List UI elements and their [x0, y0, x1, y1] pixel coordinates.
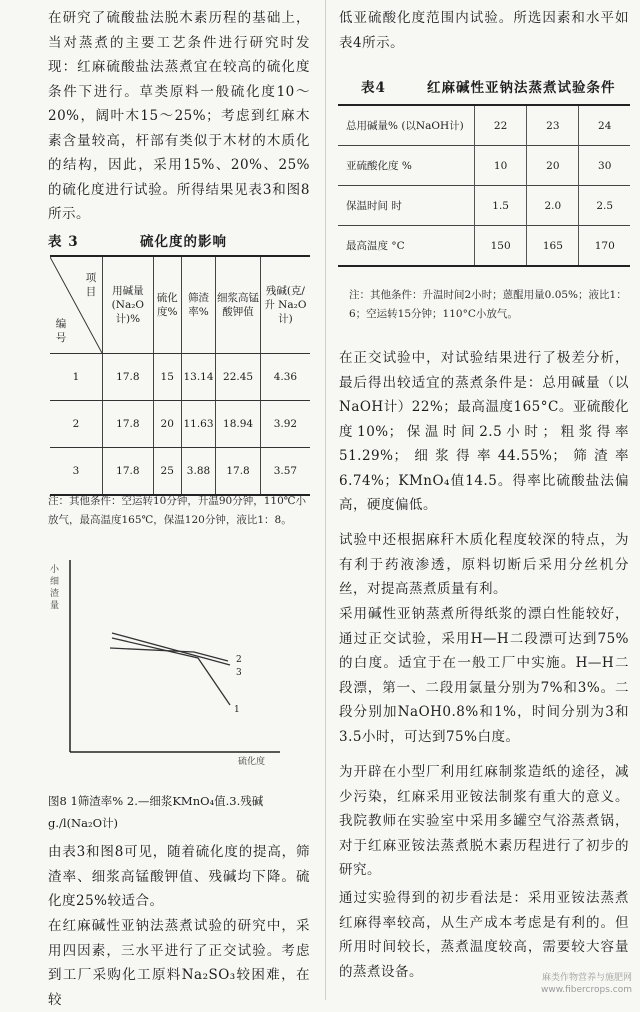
- cell: 10: [475, 146, 527, 186]
- table-row: [338, 146, 630, 186]
- cell: 11.63: [181, 401, 216, 448]
- cell: 3.88: [181, 448, 216, 496]
- cell: 17.8: [216, 448, 261, 496]
- cell: 4.36: [260, 354, 310, 401]
- figure8-x-label: 硫化度: [238, 757, 266, 767]
- cell: 22.45: [216, 354, 261, 401]
- cell: 15: [153, 354, 181, 401]
- cell: 20: [527, 146, 579, 186]
- watermark-line1: 麻类作物营养与施肥网: [541, 973, 632, 983]
- table3-header-alkali: 用碱量(Na₂O计)%: [103, 256, 154, 354]
- figure8-y-label: 小细渣量: [50, 565, 60, 611]
- cell: 22: [475, 105, 527, 146]
- line-label-2: 2: [236, 655, 242, 665]
- table-row: [50, 401, 310, 448]
- table4-title: 红麻碱性亚钠法蒸煮试验条件: [427, 80, 616, 96]
- cell: 3.57: [260, 448, 310, 496]
- table3-header-row: [50, 256, 310, 354]
- table3-corner-cell: [50, 256, 103, 354]
- table3-number: 表 3: [48, 234, 79, 250]
- column-divider: [325, 0, 326, 1000]
- row-number: 3: [50, 448, 103, 496]
- cell: 20: [153, 401, 181, 448]
- cell: 150: [475, 226, 527, 267]
- cell: 165: [527, 226, 579, 267]
- paragraph-ammonium-sulfite: 为开辟在小型厂利用红麻制浆造纸的途径，减少污染，红麻采用亚铵法制浆有重大的意义。我院教师在实验室中采用多罐空气浴蒸煮锅，对于红麻亚铵法蒸煮脱木素历程进行了初步的研究。: [339, 764, 629, 878]
- table3-header-screenings: 筛渣率%: [181, 256, 216, 354]
- cell: 17.8: [103, 448, 154, 496]
- table3-title: 硫化度的影响: [140, 234, 227, 250]
- table3-header-kmno4: 细浆高锰酸钾值: [216, 256, 261, 354]
- cell: 1.5: [475, 186, 527, 226]
- series-line-1: [112, 638, 230, 705]
- cell: 3.92: [260, 401, 310, 448]
- paragraph-preliminary-view: 通过实验得到的初步看法是：采用亚铵法蒸煮红麻得率较高，从生产成本考虑是有利的。但所用时间较长，蒸煮温度较高，需要较大容量的蒸煮设备。: [339, 890, 629, 980]
- cell: 23: [527, 105, 579, 146]
- watermark-line2: www.fibercrops.com: [541, 985, 632, 995]
- row-label: 亚硫酸化度 %: [338, 146, 475, 186]
- table-row: [338, 186, 630, 226]
- row-label: 保温时间 时: [338, 186, 475, 226]
- paragraph-bleaching: 采用碱性亚钠蒸煮所得纸浆的漂白性能较好，通过正交试验，采用H—H二段漂可达到75%的白度。适宜于在一般工厂中实施。H—H二段漂，第一、二段用氯量分别为7%和3%。二段分别加NaOH0.8%和1%，时间分别为3和3.5小时，可达到75%白度。: [339, 606, 629, 745]
- cell: 13.14: [181, 354, 216, 401]
- table-row: [338, 105, 630, 146]
- table4: [338, 104, 630, 267]
- cell: 17.8: [103, 354, 154, 401]
- table3: [50, 255, 310, 496]
- cell: 2.5: [579, 186, 630, 226]
- header-number-label: 编号: [55, 318, 67, 344]
- cell: 18.94: [216, 401, 261, 448]
- row-label: 最高温度 °C: [338, 226, 475, 267]
- table3-header-sulfidity: 硫化度%: [153, 256, 181, 354]
- table-row: [338, 226, 630, 267]
- table-row: [50, 354, 310, 401]
- cell: 17.8: [103, 401, 154, 448]
- row-number: 2: [50, 401, 103, 448]
- table3-note: 注：其他条件：空运转10分钟，升温90分钟，110℃小放气，最高温度165℃，保温120分钟，液比1：8。: [48, 495, 307, 526]
- watermark: [541, 972, 632, 996]
- line-label-1: 1: [234, 705, 240, 715]
- table-row: [50, 448, 310, 496]
- paragraph-conclusion: 由表3和图8可见，随着硫化度的提高，筛渣率、细浆高锰酸钾值、残碱均下降。硫化度25%较适合。: [48, 844, 310, 909]
- figure8-plot: [48, 540, 288, 790]
- table4-note: 注：其他条件：升温时间2小时；蒽醌用量0.05%；液比1：6；空运转15分钟；110°C小放气。: [349, 289, 627, 320]
- cell: 24: [579, 105, 630, 146]
- cell: 2.0: [527, 186, 579, 226]
- cell: 30: [579, 146, 630, 186]
- row-label: 总用碱量% (以NaOH计): [338, 105, 475, 146]
- figure8: [48, 540, 288, 790]
- intro-paragraph: 在研究了硫酸盐法脱木素历程的基础上，当对蒸煮的主要工艺条件进行研究时发现：红麻硫酸盐法蒸煮宜在较高的硫化度条件下进行。草类原料一般硫化度10～20%，阔叶木15～25%；考虑到红麻木素含量较高，杆部有类似于木材的木质化的结构，因此，采用15%、20%、25%的硫化度进行试验。所得结果见表3和图8所示。: [48, 10, 310, 222]
- table4-number: 表4: [361, 80, 386, 96]
- paragraph-table4-intro: 低亚硫酸化度范围内试验。所选因素和水平如表4所示。: [339, 10, 629, 51]
- paragraph-fiber-splitting: 试验中还根据麻秆木质化程度较深的特点，为有利于药液渗透，原料切断后采用分丝机分丝，对提高蒸煮质量有利。: [339, 532, 629, 597]
- line-label-3: 3: [236, 668, 242, 678]
- paragraph-orthogonal-test: 在红麻碱性亚钠法蒸煮试验的研究中，采用四因素，三水平进行了正交试验。考虑到工厂采购化工原料Na₂SO₃较困难，在较: [48, 918, 310, 1008]
- header-item-label: 项目: [85, 272, 97, 298]
- table3-header-residual: 残碱(克/升 Na₂O计): [260, 256, 310, 354]
- figure8-caption: 图8 1筛渣率% 2.—细浆KMnO₄值.3.残碱g./l(Na₂O计): [48, 794, 264, 830]
- cell: 25: [153, 448, 181, 496]
- row-number: 1: [50, 354, 103, 401]
- cell: 170: [579, 226, 630, 267]
- paragraph-results: 在正交试验中，对试验结果进行了极差分析，最后得出较适宜的蒸煮条件是：总用碱量（以NaOH计）22%；最高温度165°C。亚硫酸化度10%；保温时间2.5小时；粗浆得率51.29%；细浆得率44.55%；筛渣率6.74%；KMnO₄值14.5。得率比硫酸盐法偏高，硬度偏低。: [339, 350, 629, 513]
